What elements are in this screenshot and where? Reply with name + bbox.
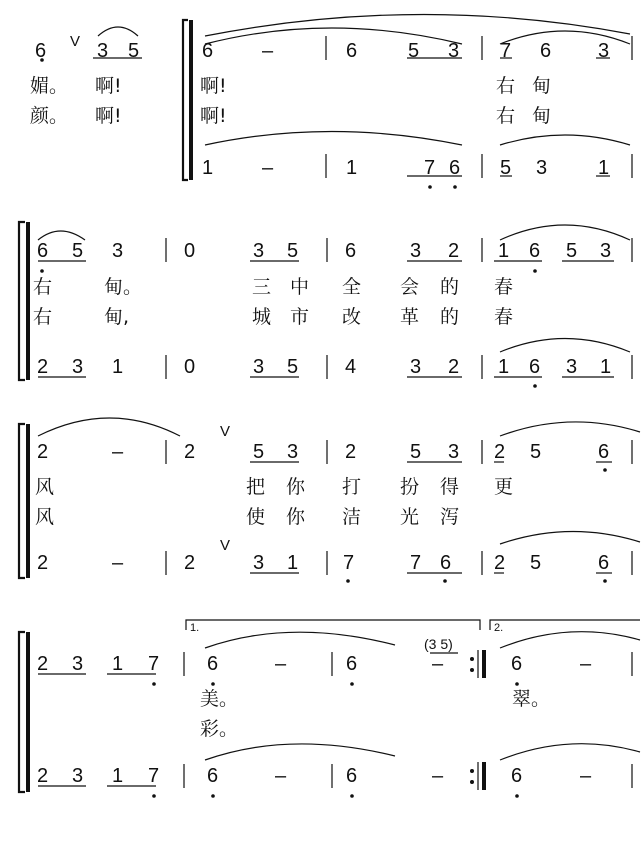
note: 3 (536, 157, 548, 179)
note: 7 (148, 653, 160, 675)
note: 2 (494, 441, 506, 463)
lyric: 颜。 (30, 105, 69, 127)
lyric: 啊! (200, 75, 227, 97)
note: 2 (448, 356, 460, 378)
note: 1 (498, 240, 510, 262)
note: 2 (37, 441, 49, 463)
note: 6 (202, 40, 214, 62)
note: – (112, 441, 124, 463)
lyric: 甸, (104, 306, 130, 328)
repeat-end (482, 762, 486, 790)
lyric: 彩。 (200, 718, 239, 740)
note: 3 (72, 765, 84, 787)
note: – (262, 157, 274, 179)
note: 6 (511, 653, 523, 675)
slur (500, 339, 630, 353)
note: 6 (529, 356, 541, 378)
note: 2 (37, 765, 49, 787)
note: 6 (449, 157, 461, 179)
lyric: 会 (400, 276, 420, 298)
lyric: 啊! (95, 75, 122, 97)
note: 1 (598, 157, 610, 179)
note: 3 (566, 356, 578, 378)
lyric: 洁 (342, 506, 362, 528)
note: 3 (448, 40, 460, 62)
note: 5 (128, 40, 140, 62)
slur (205, 744, 395, 760)
note: 5 (566, 240, 578, 262)
lyric: 春 (494, 306, 514, 328)
lyric: 右 (33, 306, 53, 328)
repeat-end (482, 650, 486, 678)
note: 7 (500, 40, 512, 62)
lyric: 翠。 (512, 688, 551, 710)
note: – (580, 765, 592, 787)
note: 3 (72, 653, 84, 675)
note: 3 (448, 441, 460, 463)
note: 3 (410, 240, 422, 262)
note: 3 (598, 40, 610, 62)
lyric: 中 (290, 276, 310, 298)
lyric: 媚。 (30, 75, 69, 97)
lyric: 你 (286, 506, 306, 528)
bracket (183, 20, 188, 180)
note: 6 (440, 552, 452, 574)
lyric: 全 (342, 276, 362, 298)
note: 2 (494, 552, 506, 574)
lyric: 甸 (532, 75, 552, 97)
note: 1 (600, 356, 612, 378)
note: 5 (72, 240, 84, 262)
note: 3 (253, 552, 265, 574)
lyric: 你 (286, 476, 306, 498)
slur (500, 31, 630, 44)
lyric: 的 (440, 306, 460, 328)
lyric: 使 (246, 506, 266, 528)
lyric: 甸 (532, 105, 552, 127)
slur (98, 27, 138, 36)
bracket (19, 222, 25, 380)
note: 7 (343, 552, 355, 574)
note: 0 (184, 240, 196, 262)
bracket (19, 632, 25, 792)
lyric: 春 (494, 276, 514, 298)
note: 6 (345, 240, 357, 262)
note: 3 (72, 356, 84, 378)
lyric: 右 (33, 276, 53, 298)
note: 2 (184, 441, 196, 463)
note: 2 (345, 441, 357, 463)
slur (500, 531, 640, 544)
note: 5 (287, 356, 299, 378)
note: – (275, 653, 287, 675)
note: 3 (600, 240, 612, 262)
note: 1 (112, 356, 124, 378)
breath-mark: V (220, 537, 231, 554)
bracket (19, 424, 25, 578)
note: 7 (410, 552, 422, 574)
note: 5 (500, 157, 512, 179)
slur (500, 422, 640, 436)
note: 3 (410, 356, 422, 378)
lyric: 把 (246, 476, 266, 498)
note: 6 (346, 40, 358, 62)
note: 6 (598, 552, 610, 574)
lyric: 三 (252, 276, 272, 298)
lyric: 右 (496, 75, 516, 97)
slur (500, 632, 640, 648)
slur (205, 132, 462, 146)
lyric: 更 (494, 476, 514, 498)
note: 6 (346, 653, 358, 675)
slur (205, 28, 462, 44)
lyric: 市 (290, 306, 310, 328)
note: – (262, 40, 274, 62)
note: 6 (540, 40, 552, 62)
note: 6 (598, 441, 610, 463)
note: – (432, 653, 444, 675)
note: 5 (410, 441, 422, 463)
note: 1 (346, 157, 358, 179)
note: 3 (112, 240, 124, 262)
slur (500, 744, 640, 760)
lyric: 的 (440, 276, 460, 298)
note: 0 (184, 356, 196, 378)
lyric: 甸。 (104, 276, 143, 298)
note: 3 (97, 40, 109, 62)
note: 6 (37, 240, 49, 262)
note: 4 (345, 356, 357, 378)
lyric: 啊! (200, 105, 227, 127)
volta-2 (490, 620, 640, 630)
note: 2 (37, 653, 49, 675)
note: 5 (253, 441, 265, 463)
note: 5 (530, 441, 542, 463)
volta-label: 2. (494, 622, 504, 634)
lyric: 改 (342, 306, 362, 328)
note: 1 (112, 765, 124, 787)
note: 2 (448, 240, 460, 262)
note: 2 (37, 552, 49, 574)
lyric: 光 (400, 506, 420, 528)
note: 6 (207, 765, 219, 787)
note: 1 (287, 552, 299, 574)
note: 6 (35, 40, 47, 62)
volta-1 (186, 620, 480, 630)
note: 6 (511, 765, 523, 787)
note: 3 (253, 240, 265, 262)
lyric: 扮 (400, 476, 420, 498)
note: 6 (207, 653, 219, 675)
note: – (112, 552, 124, 574)
note: – (275, 765, 287, 787)
note: 7 (148, 765, 160, 787)
note: – (580, 653, 592, 675)
lyric: 革 (400, 306, 420, 328)
slur (500, 225, 630, 240)
lyric: 城 (252, 306, 272, 328)
slur (38, 231, 85, 240)
note: 7 (424, 157, 436, 179)
note: 1 (498, 356, 510, 378)
slur (38, 418, 180, 436)
lyric: 风 (35, 476, 55, 498)
lyric: 打 (342, 476, 362, 498)
note: – (432, 765, 444, 787)
slur (205, 14, 630, 36)
breath-mark: V (220, 423, 231, 440)
note: 6 (529, 240, 541, 262)
lyric: 风 (35, 506, 55, 528)
note: 6 (346, 765, 358, 787)
note: 2 (184, 552, 196, 574)
lyric: 泻 (440, 506, 460, 528)
volta-label: 1. (190, 622, 200, 634)
note: 1 (112, 653, 124, 675)
note: 5 (530, 552, 542, 574)
note: 2 (37, 356, 49, 378)
note: 3 (253, 356, 265, 378)
note: 3 (287, 441, 299, 463)
lyric: 得 (440, 476, 460, 498)
slur (205, 632, 395, 648)
breath-mark: V (70, 33, 81, 50)
lyric: 啊! (95, 105, 122, 127)
note: 5 (408, 40, 420, 62)
note: 5 (287, 240, 299, 262)
note: 1 (202, 157, 214, 179)
lyric: 右 (496, 105, 516, 127)
pickup-notes: (3 5) (424, 636, 453, 652)
slur (500, 135, 630, 145)
lyric: 美。 (200, 688, 239, 710)
